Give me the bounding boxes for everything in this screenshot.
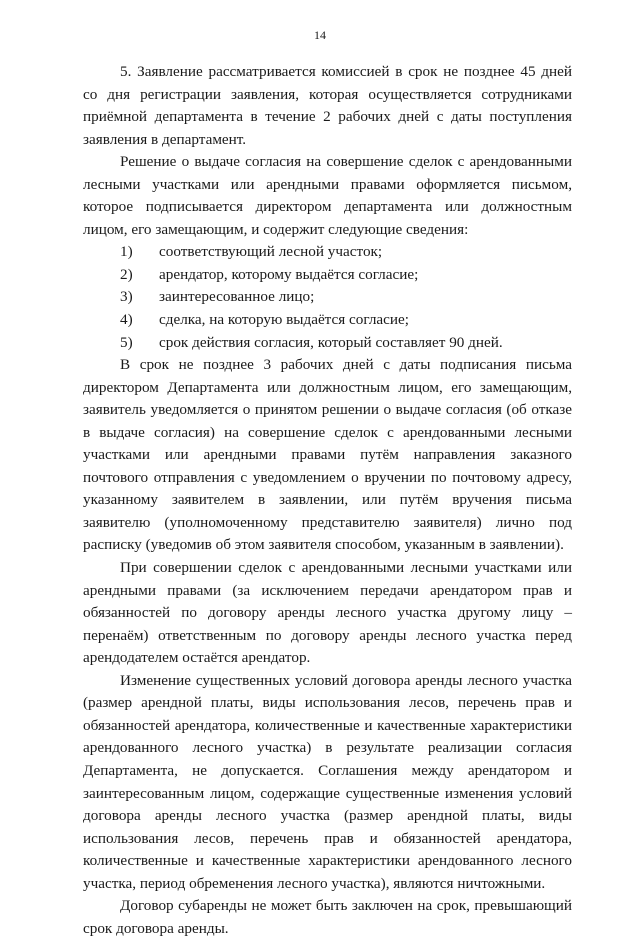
letter-contents-list	[83, 241, 572, 354]
list-item	[83, 309, 572, 332]
list-item	[83, 264, 572, 287]
paragraph-review-period: 5. Заявление рассматривается комиссией в срок не позднее 45 дней со дня регистрации заявления, которая осуществляется сотрудниками приёмной департамента в течение 2 рабочих дней с даты поступления заявления в департамент.	[83, 63, 572, 148]
paragraph-decision-letter: Решение о выдаче согласия на совершение сделок с арендованными лесными участками или арендными правами оформляется письмом, которое подписывается директором департамента или должностным лицом, его замещающим, и содержит следующие сведения:	[83, 153, 572, 238]
paragraph-responsibility: При совершении сделок с арендованными лесными участками или арендными правами (за исключением передачи арендатором прав и обязанностей по договору аренды лесного участка другому лицу – перенаём) ответственным по договору аренды лесного участка перед арендодателем остаётся арендатор.	[83, 559, 572, 667]
list-item	[83, 286, 572, 309]
list-item	[83, 332, 572, 355]
list-item	[83, 241, 572, 264]
paragraph-notification: В срок не позднее 3 рабочих дней с даты подписания письма директором Департамента или должностным лицом, его замещающим, заявитель уведомляется о принятом решении о выдаче согласия (об отказе в выдаче согласия) на совершение сделок с арендованными лесными участками или арендными правами путём направления заказного почтового отправления с уведомлением о вручении по почтовому адресу, указанному заявителем в заявлении, или путём вручения письма заявителю (уполномоченному представителю заявителя) лично под расписку (уведомив об этом заявителя способом, указанным в заявлении).	[83, 356, 572, 554]
list-item-number: 1)	[120, 243, 133, 261]
list-item-text: соответствующий лесной участок;	[159, 243, 383, 261]
list-item-text: арендатор, которому выдаётся согласие;	[159, 265, 419, 283]
document-body	[83, 61, 572, 940]
list-item-number: 2)	[120, 265, 133, 283]
list-item-number: 5)	[120, 333, 133, 351]
list-item-number: 4)	[120, 311, 133, 329]
list-item-text: срок действия согласия, который составляет 90 дней.	[159, 333, 503, 351]
page-number: 14	[314, 28, 326, 42]
list-item-number: 3)	[120, 288, 133, 306]
list-item-text: заинтересованное лицо;	[159, 288, 315, 306]
list-item-text: сделка, на которую выдаётся согласие;	[159, 311, 409, 329]
paragraph-terms-change: Изменение существенных условий договора аренды лесного участка (размер арендной платы, виды использования лесов, перечень прав и обязанностей арендатора, количественные и качественные характеристики арендованного лесного участка) в результате реализации согласия Департамента, не допускается. Соглашения между арендатором и заинтересованным лицом, содержащие существенные изменения условий договора аренды лесного участка (размер арендной платы, виды использования лесов, перечень прав и обязанностей арендатора, количественные и качественные характеристики арендованного лесного участка, период обременения лесного участка), являются ничтожными.	[83, 671, 572, 892]
paragraph-sublease: Договор субаренды не может быть заключен на срок, превышающий срок договора аренды.	[83, 897, 572, 937]
